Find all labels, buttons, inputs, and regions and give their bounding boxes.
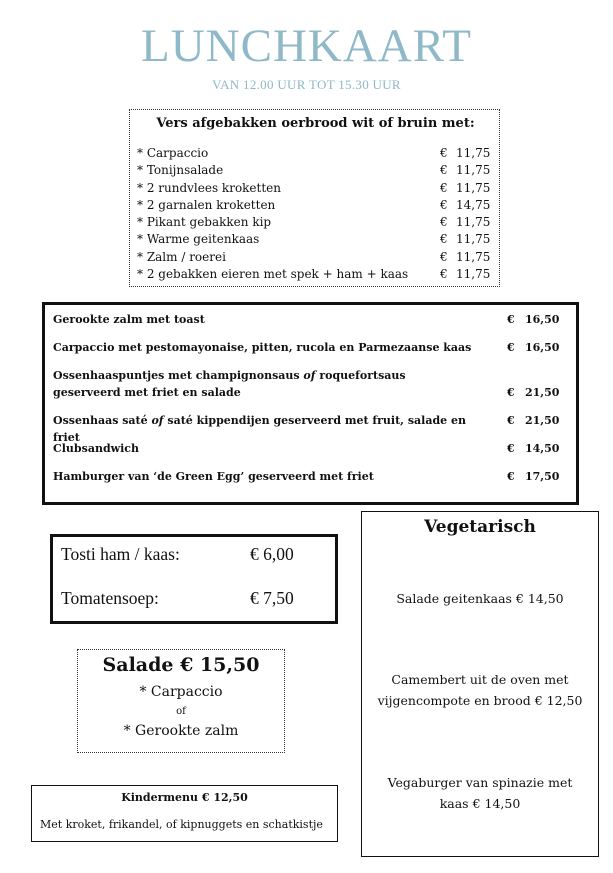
currency-symbol: € [507, 414, 515, 427]
currency-symbol: € [507, 470, 515, 483]
bread-list [137, 145, 495, 283]
item-price: 11,75 [456, 180, 491, 195]
item-price: 11,75 [456, 249, 491, 264]
currency-symbol: € [440, 215, 448, 230]
item-name: geserveerd met friet en salade [53, 386, 241, 399]
currency-symbol: € [440, 180, 448, 195]
item-name: * 2 garnalen kroketten [137, 197, 276, 212]
salad-title: Salade € 15,50 [102, 654, 260, 676]
list-item [362, 772, 598, 814]
currency-symbol: € [440, 232, 448, 247]
salad-option: * Carpaccio [139, 684, 223, 700]
list-item [137, 214, 495, 231]
page-title: LUNCHKAART [141, 20, 472, 72]
item-price: 11,75 [456, 232, 491, 247]
item-name: * 2 gebakken eieren met spek + ham + kaas [137, 267, 409, 282]
item-name: * 2 rundvlees kroketten [137, 180, 282, 195]
list-item [137, 180, 495, 197]
salad-option: * Gerookte zalm [123, 723, 239, 739]
vegetarian-box [361, 511, 599, 857]
item-price: 14,75 [456, 197, 491, 212]
list-item [137, 231, 495, 248]
currency-symbol: € [440, 197, 448, 212]
opening-hours: VAN 12.00 UUR TOT 15.30 UUR [212, 77, 401, 92]
item-name: Ossenhaaspuntjes met champignonsaus of roquefortsaus [53, 369, 406, 382]
list-item [137, 145, 495, 162]
item-name: Clubsandwich [53, 442, 139, 455]
item-price: 11,75 [456, 146, 491, 160]
item-price: 21,50 [525, 414, 560, 427]
currency-symbol: € [507, 341, 515, 354]
item-price: 16,50 [525, 313, 560, 326]
currency-symbol: € [440, 249, 448, 264]
salad-or: of [176, 706, 186, 717]
currency-symbol: € [440, 267, 448, 282]
list-item [362, 669, 598, 711]
item-name: Carpaccio met pestomayonaise, pitten, rucola en Parmezaanse kaas [53, 341, 472, 354]
tosti-soup-box [50, 534, 338, 624]
item-price: € 6,00 [250, 544, 294, 564]
item-name: Ossenhaas saté of saté kippendijen geserveerd met fruit, salade en friet [53, 414, 466, 444]
kids-menu-description: Met kroket, frikandel, of kipnuggets en schatkistje [40, 818, 323, 831]
item-price: 11,75 [456, 163, 491, 178]
item-line: vijgencompote en brood € 12,50 [377, 693, 583, 708]
currency-symbol: € [440, 146, 448, 160]
currency-symbol: € [507, 386, 515, 399]
item-price: 14,50 [525, 442, 560, 455]
item-price: 17,50 [525, 470, 560, 483]
item-name: * Zalm / roerei [137, 249, 226, 264]
item-name: * Carpaccio [137, 146, 209, 160]
item-name: Hamburger van ‘de Green Egg’ geserveerd met friet [53, 470, 374, 483]
kids-menu-box [31, 785, 338, 842]
mains-menu-box [42, 302, 579, 505]
item-name: Tomatensoep: [61, 588, 159, 608]
currency-symbol: € [507, 313, 515, 326]
salad-box [77, 649, 285, 753]
item-name: * Tonijnsalade [137, 163, 224, 178]
list-item [137, 197, 495, 214]
item-line: kaas € 14,50 [439, 796, 521, 811]
vegetarian-title: Vegetarisch [424, 517, 536, 537]
bread-heading: Vers afgebakken oerbrood wit of bruin met: [156, 116, 475, 131]
item-price: 21,50 [525, 386, 560, 399]
currency-symbol: € [440, 163, 448, 178]
item-name: * Pikant gebakken kip [137, 215, 272, 230]
item-line: Camembert uit de oven met [391, 672, 569, 687]
list-item [137, 249, 495, 266]
list-item: Salade geitenkaas € 14,50 [396, 591, 564, 606]
item-name: * Warme geitenkaas [137, 232, 260, 247]
item-price: 11,75 [456, 215, 491, 230]
item-price: 16,50 [525, 341, 560, 354]
list-item [137, 266, 495, 283]
bread-menu-box [129, 109, 500, 287]
item-price: € 7,50 [250, 588, 294, 608]
item-price: 11,75 [456, 267, 491, 282]
item-name: Gerookte zalm met toast [53, 313, 205, 326]
item-name: Tosti ham / kaas: [61, 544, 180, 564]
kids-menu-title: Kindermenu € 12,50 [121, 791, 248, 804]
currency-symbol: € [507, 442, 515, 455]
item-line: Vegaburger van spinazie met [387, 775, 573, 790]
list-item [137, 162, 495, 179]
